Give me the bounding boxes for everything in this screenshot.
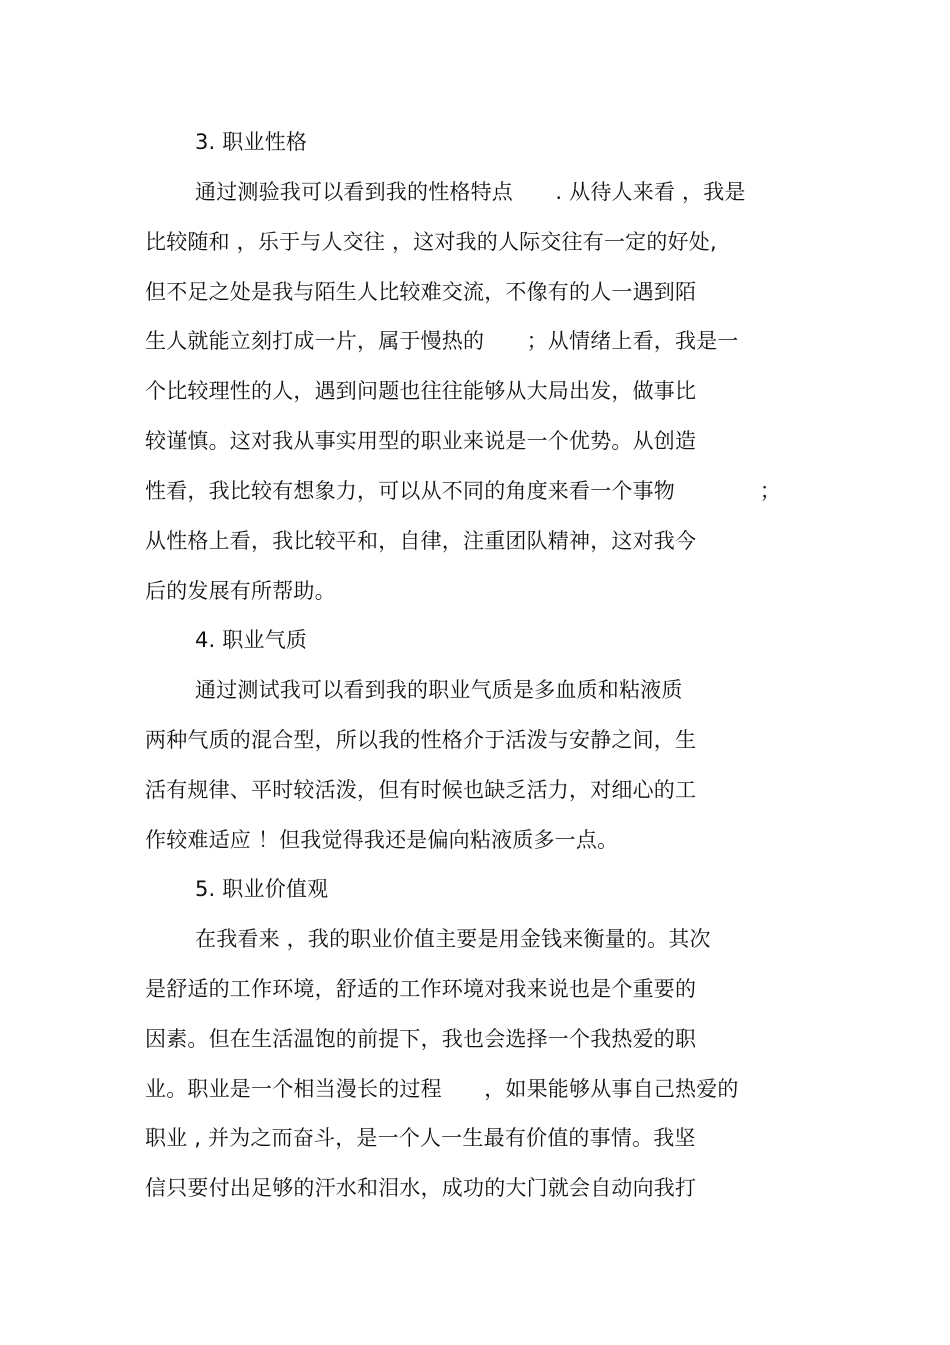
paragraph-line: 是舒适的工作环境，舒适的工作环境对我来说也是个重要的 [145, 977, 697, 1001]
heading-career-values: 5. 职业价值观 [195, 877, 329, 901]
paragraph-line: 在我看来 ，我的职业价值主要是用金钱来衡量的。其次 [195, 927, 711, 951]
paragraph-line: 性看，我比较有想象力，可以从不同的角度来看一个事物 ； [145, 479, 781, 503]
paragraph-line: 两种气质的混合型，所以我的性格介于活泼与安静之间，生 [145, 728, 697, 752]
heading-career-temperament: 4. 职业气质 [195, 628, 308, 652]
paragraph-line: 后的发展有所帮助。 [145, 579, 336, 603]
paragraph-line: 活有规律、平时较活泼，但有时候也缺乏活力，对细心的工 [145, 778, 697, 802]
paragraph-line: 因素。但在生活温饱的前提下，我也会选择一个我热爱的职 [145, 1027, 697, 1051]
paragraph-line: 信只要付出足够的汗水和泪水，成功的大门就会自动向我打 [145, 1176, 697, 1200]
paragraph-line: 比较随和 ，乐于与人交往 ，这对我的人际交往有一定的好处, [145, 230, 717, 254]
paragraph-line: 业。职业是一个相当漫长的过程 ，如果能够从事自己热爱的 [145, 1077, 739, 1101]
heading-career-personality: 3. 职业性格 [195, 130, 308, 154]
paragraph-line: 通过测试我可以看到我的职业气质是多血质和粘液质 [195, 678, 683, 702]
paragraph-line: 作较难适应 ！但我觉得我还是偏向粘液质多一点。 [145, 828, 619, 852]
paragraph-line: 职业 , 并为之而奋斗，是一个人一生最有价值的事情。我坚 [145, 1126, 696, 1150]
paragraph-line: 从性格上看，我比较平和，自律，注重团队精神，这对我今 [145, 529, 697, 553]
paragraph-line: 较谨慎。这对我从事实用型的职业来说是一个优势。从创造 [145, 429, 697, 453]
paragraph-line: 个比较理性的人，遇到问题也往往能够从大局出发，做事比 [145, 379, 697, 403]
paragraph-line: 通过测验我可以看到我的性格特点 . 从待人来看 ，我是 [195, 180, 746, 204]
paragraph-line: 生人就能立刻打成一片，属于慢热的 ；从情绪上看，我是一 [145, 329, 739, 353]
paragraph-line: 但不足之处是我与陌生人比较难交流，不像有的人一遇到陌 [145, 280, 697, 304]
